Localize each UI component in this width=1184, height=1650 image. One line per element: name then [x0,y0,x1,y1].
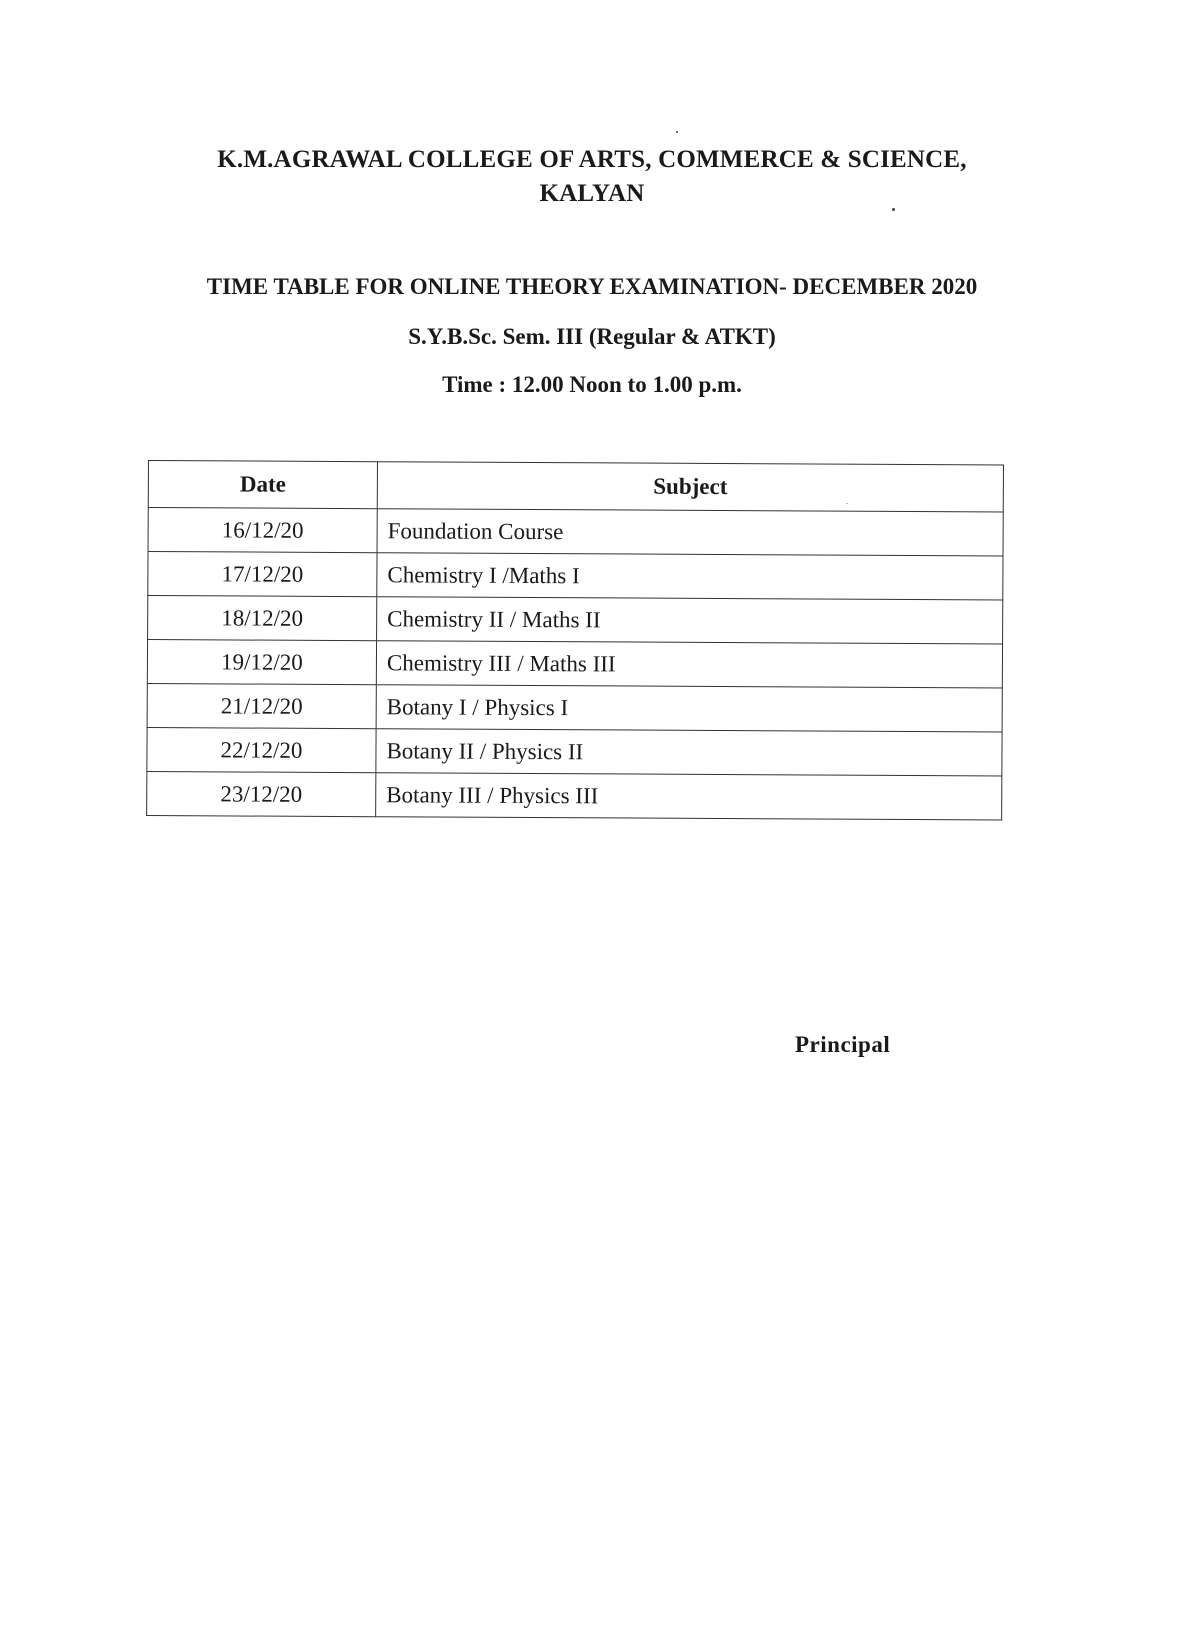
subject-cell: Foundation Course [377,509,1003,556]
subject-cell: Botany III / Physics III [376,773,1002,820]
principal-signatory: Principal [795,1032,891,1057]
date-cell: 22/12/20 [147,727,376,772]
date-cell: 23/12/20 [147,771,376,816]
college-name-line1: K.M.AGRAWAL COLLEGE OF ARTS, COMMERCE & SCIENCE, [217,146,967,173]
college-name-line2: KALYAN [539,180,645,207]
table-row [147,727,1002,775]
table-row [147,771,1002,819]
table-header-row [148,461,1003,512]
college-name [120,143,1064,211]
column-header-date: Date [148,461,377,509]
date-cell: 17/12/20 [148,552,377,597]
subject-cell: Chemistry II / Maths II [377,597,1003,644]
table-row [148,596,1003,644]
subject-cell: Chemistry I /Maths I [377,553,1003,600]
date-cell: 16/12/20 [148,508,377,553]
scan-speck [892,208,895,211]
column-header-subject: Subject [377,462,1003,512]
table-row [147,683,1002,731]
table-row [148,552,1003,600]
table-row [148,508,1003,556]
exam-title: TIME TABLE FOR ONLINE THEORY EXAMINATION- DECEMBER 2020 [206,274,978,299]
exam-timetable [146,460,1004,820]
date-cell: 19/12/20 [147,640,376,685]
subject-cell: Botany I / Physics I [376,685,1002,732]
date-cell: 21/12/20 [147,683,376,728]
table-row [147,640,1002,688]
class-semester-line: S.Y.B.Sc. Sem. III (Regular & ATKT) [408,324,776,349]
scan-speck [676,131,678,133]
exam-time-line: Time : 12.00 Noon to 1.00 p.m. [442,372,742,397]
subject-cell: Botany II / Physics II [376,729,1002,776]
date-cell: 18/12/20 [148,596,377,641]
subject-cell: Chemistry III / Maths III [376,641,1002,688]
scan-speck [846,503,848,504]
